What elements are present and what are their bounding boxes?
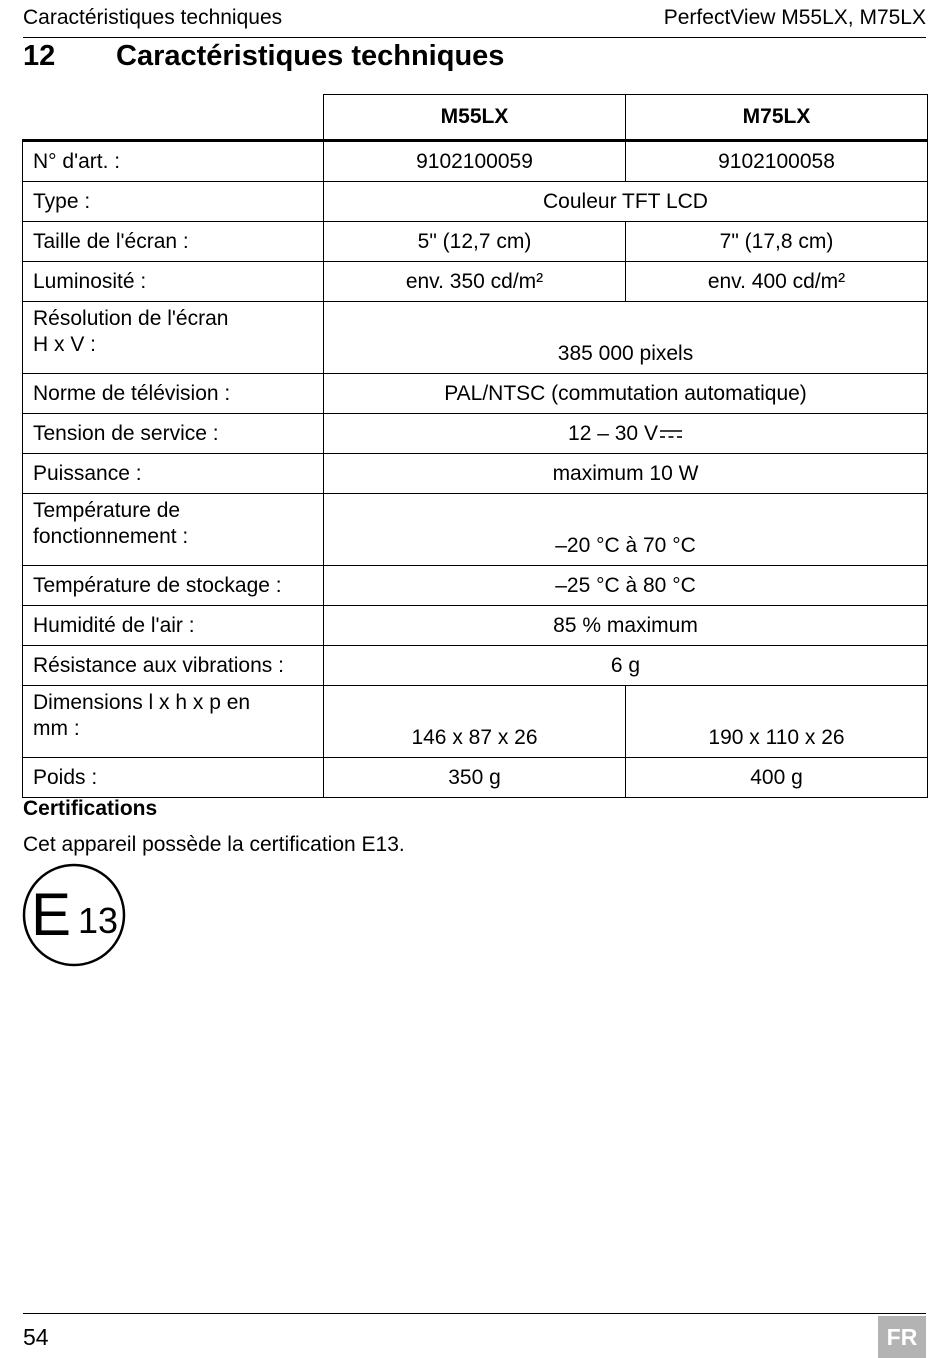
table-header-row: [23, 95, 928, 141]
page-number: 54: [23, 1324, 49, 1350]
value-both: 85 % maximum: [324, 606, 928, 646]
table-row: [23, 374, 928, 414]
row-label: Résistance aux vibrations :: [23, 646, 324, 686]
row-label-line1: Résolution de l'écran: [33, 307, 229, 330]
value-both: PAL/NTSC (commutation automatique): [324, 374, 928, 414]
value-m55lx: 146 x 87 x 26: [324, 686, 626, 758]
row-label: Poids :: [23, 758, 324, 798]
value-m75lx: 7" (17,8 cm): [626, 222, 928, 262]
row-label: Norme de télévision :: [23, 374, 324, 414]
header-empty-cell: [23, 95, 324, 141]
value-m75lx: env. 400 cd/m²: [626, 262, 928, 302]
row-label: [23, 494, 324, 566]
row-label: Tension de service :: [23, 414, 324, 454]
table-row: [23, 454, 928, 494]
table-row: [23, 182, 928, 222]
row-label-line2: mm :: [33, 717, 80, 740]
section-heading: [23, 40, 504, 73]
certifications-text: Cet appareil possède la certification E13.: [23, 833, 405, 856]
row-label-line1: Dimensions l x h x p en: [33, 691, 251, 714]
column-header-m55lx: M55LX: [324, 95, 626, 141]
row-label: Luminosité :: [23, 262, 324, 302]
footer-rule: [23, 1313, 926, 1314]
table-row: [23, 414, 928, 454]
value-m75lx: 400 g: [626, 758, 928, 798]
running-header-left: Caractéristiques techniques: [23, 6, 283, 29]
value-both: [324, 414, 928, 454]
voltage-value: 12 – 30 V: [568, 421, 658, 445]
row-label: Taille de l'écran :: [23, 222, 324, 262]
row-label-line2: H x V :: [33, 333, 97, 356]
value-both: 385 000 pixels: [324, 302, 928, 374]
table-row: [23, 606, 928, 646]
value-both: 6 g: [324, 646, 928, 686]
section-title: Caractéristiques techniques: [116, 40, 505, 72]
e13-certification-mark-icon: [22, 863, 126, 967]
language-tab: FR: [878, 1316, 926, 1358]
dc-symbol-icon: [659, 427, 683, 441]
value-both: maximum 10 W: [324, 454, 928, 494]
row-label: [23, 302, 324, 374]
value-m75lx: 9102100058: [626, 141, 928, 182]
row-label-line1: Température de: [33, 499, 181, 522]
table-row: [23, 302, 928, 374]
value-m55lx: 9102100059: [324, 141, 626, 182]
section-number: 12: [23, 40, 56, 72]
table-row: [23, 758, 928, 798]
row-label: Humidité de l'air :: [23, 606, 324, 646]
row-label-line2: fonctionnement :: [33, 525, 189, 548]
table-row: [23, 222, 928, 262]
value-m55lx: 350 g: [324, 758, 626, 798]
value-m55lx: env. 350 cd/m²: [324, 262, 626, 302]
value-both: –20 °C à 70 °C: [324, 494, 928, 566]
row-label: Température de stockage :: [23, 566, 324, 606]
certifications-heading: Certifications: [23, 797, 158, 820]
row-label: N° d'art. :: [23, 141, 324, 182]
running-header-right: PerfectView M55LX, M75LX: [663, 6, 926, 29]
table-row: [23, 646, 928, 686]
table-row: [23, 566, 928, 606]
value-m55lx: 5" (12,7 cm): [324, 222, 626, 262]
table-row: [23, 262, 928, 302]
row-label: [23, 686, 324, 758]
row-label: Type :: [23, 182, 324, 222]
spec-table: [22, 94, 928, 798]
mark-number: 13: [78, 900, 119, 941]
table-row: [23, 141, 928, 182]
value-both: –25 °C à 80 °C: [324, 566, 928, 606]
row-label: Puissance :: [23, 454, 324, 494]
value-m75lx: 190 x 110 x 26: [626, 686, 928, 758]
mark-letter: E: [31, 881, 72, 948]
header-rule: [23, 37, 926, 38]
table-row: [23, 494, 928, 566]
column-header-m75lx: M75LX: [626, 95, 928, 141]
table-row: [23, 686, 928, 758]
value-both: Couleur TFT LCD: [324, 182, 928, 222]
